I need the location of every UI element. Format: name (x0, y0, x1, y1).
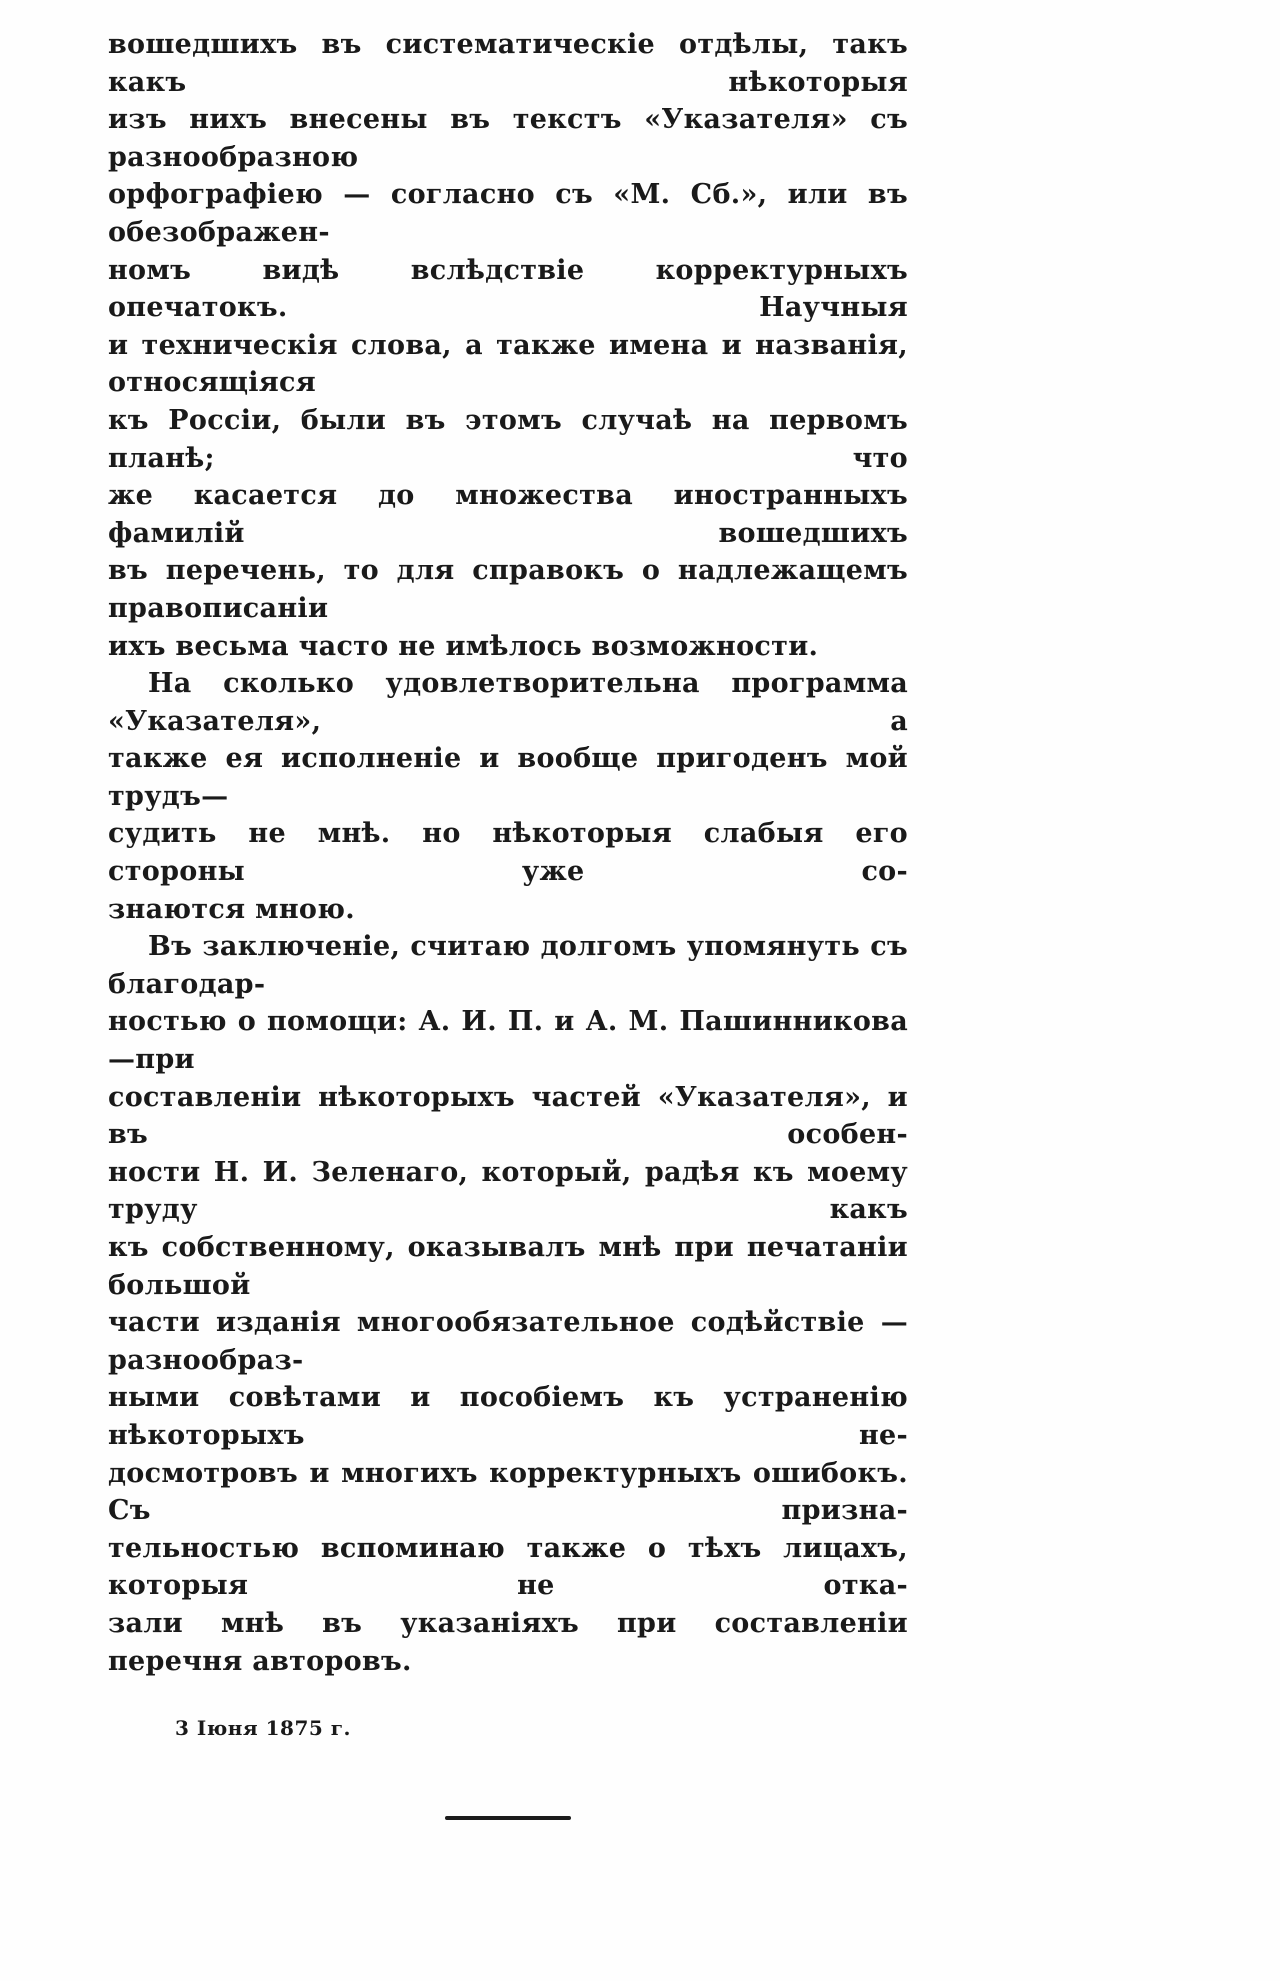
text-line: и техническія слова, а также имена и названія, относящіяся (108, 329, 908, 399)
text-line: знаются мною. (108, 893, 355, 925)
text-line: къ собственному, оказывалъ мнѣ при печатаніи большой (108, 1232, 908, 1301)
text-line: ности Н. И. Зеленаго, который, радѣя къ моему труду какъ (108, 1156, 908, 1226)
dateline: 3 Іюня 1875 г. (175, 1716, 351, 1741)
section-divider-rule (445, 1816, 571, 1820)
text-line: же касается до множества иностранныхъ фамилій вошедшихъ (108, 480, 908, 549)
text-line: къ Россіи, были въ этомъ случаѣ на первомъ планѣ; что (108, 404, 908, 474)
text-line: части изданія многообязательное содѣйствіе — разнообраз- (108, 1307, 908, 1376)
paragraph (108, 26, 908, 665)
text-line: вошедшихъ въ систематическіе отдѣлы, такъ какъ нѣкоторыя (108, 29, 908, 98)
text-line: составленіи нѣкоторыхъ частей «Указателя», и въ особен- (108, 1081, 908, 1151)
text-line: изъ нихъ внесены въ текстъ «Указателя» съ разнообразною (108, 104, 908, 173)
text-line: Въ заключеніе, считаю долгомъ упомянуть съ благодар- (108, 931, 908, 1000)
text-line: ихъ весьма часто не имѣлось возможности. (108, 630, 819, 662)
paragraph (108, 665, 908, 928)
text-line: также ея исполненіе и вообще пригоденъ мой трудъ— (108, 743, 908, 812)
paragraph (108, 928, 908, 1680)
text-line: судить не мнѣ. но нѣкоторыя слабыя его стороны уже со- (108, 818, 908, 888)
text-line: орфографіею — согласно съ «М. Сб.», или въ обезображен- (108, 179, 908, 248)
text-line: въ перечень, то для справокъ о надлежащемъ правописаніи (108, 555, 908, 624)
text-line: ностью о помощи: А. И. П. и А. М. Пашинникова—при (108, 1006, 908, 1076)
text-line: ными совѣтами и пособіемъ къ устраненію нѣкоторыхъ не- (108, 1382, 908, 1451)
text-line: тельностью вспоминаю также о тѣхъ лицахъ, которыя не отка- (108, 1532, 908, 1602)
text-line: номъ видѣ вслѣдствіе корректурныхъ опечатокъ. Научныя (108, 254, 908, 324)
text-line: На сколько удовлетворительна программа «Указателя», а (108, 668, 908, 737)
text-line: досмотровъ и многихъ корректурныхъ ошибокъ. Съ призна- (108, 1457, 908, 1527)
text-line: зали мнѣ въ указаніяхъ при составленіи перечня авторовъ. (108, 1607, 908, 1677)
page-text-block (108, 26, 908, 1820)
